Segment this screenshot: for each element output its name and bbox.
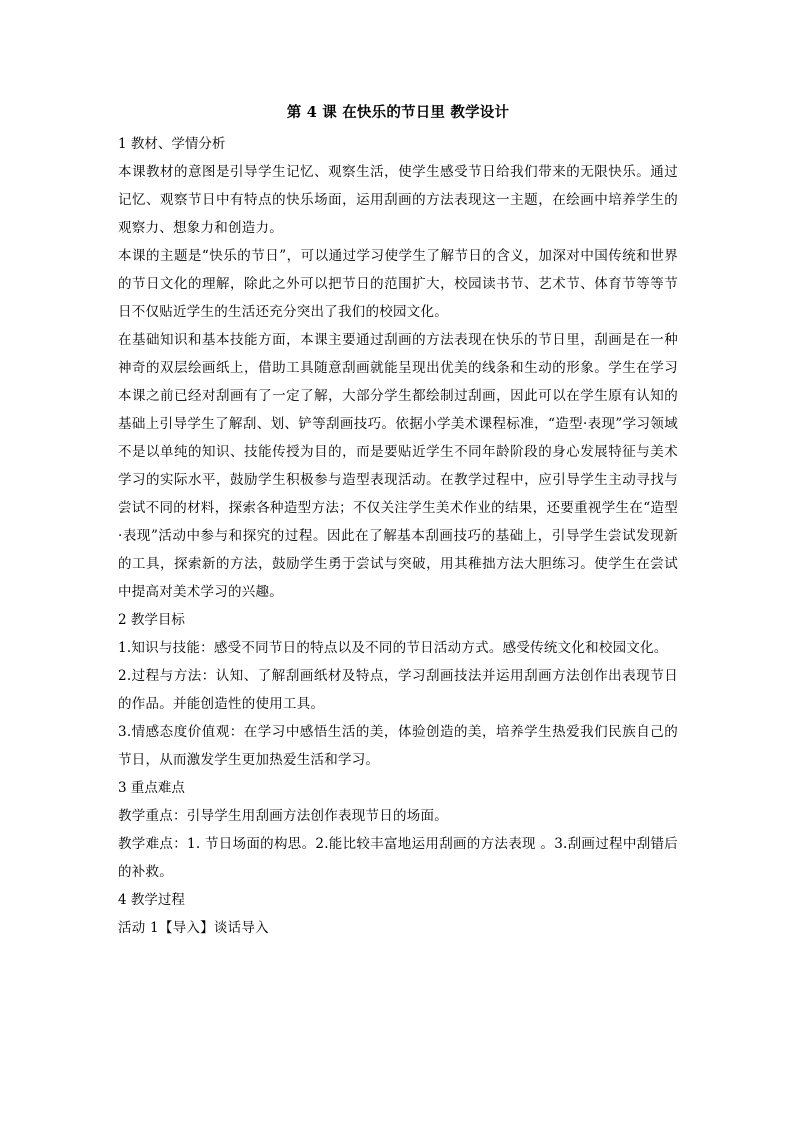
section-materials-analysis [118,130,678,606]
section-heading: 4 教学过程 [118,892,185,908]
section-heading: 3 重点难点 [118,780,185,796]
section-heading: 1 教材、学情分析 [118,136,226,152]
activity-item: 活动 1【导入】谈话导入 [118,920,269,936]
difficult-point: 教学难点：1. 节日场面的构思。2.能比较丰富地运用刮画的方法表现 。3.刮画过程中刮错后的补救。 [118,836,678,880]
section-teaching-process [118,886,678,942]
document-page [118,100,678,942]
document-title: 第 4 课 在快乐的节日里 教学设计 [286,104,510,121]
paragraph: 本课的主题是“快乐的节日”，可以通过学习使学生了解节日的含义，加深对中国传统和世界的节日文化的理解，除此之外可以把节日的范围扩大，校园读书节、艺术节、体育节等等节日不仅贴近学生的生活还充分突出了我们的校园文化。 [118,248,678,320]
section-teaching-objectives [118,606,678,774]
objective-item: 3.情感态度价值观：在学习中感悟生活的美，体验创造的美，培养学生热爱我们民族自己的节日，从而激发学生更加热爱生活和学习。 [118,724,678,768]
paragraph: 在基础知识和基本技能方面，本课主要通过刮画的方法表现在快乐的节日里，刮画是在一种神奇的双层绘画纸上，借助工具随意刮画就能呈现出优美的线条和生动的形象。学生在学习本课之前已经对刮画有了一定了解，大部分学生都绘制过刮画，因此可以在学生原有认知的基础上引导学生了解刮、划、铲等刮画技巧。依据小学美术课程标准，“造型·表现”学习领域不是以单纯的知识、技能传授为目的，而是要贴近学生不同年龄阶段的身心发展特征与美术学习的实际水平，鼓励学生积极参与造型表现活动。在教学过程中，应引导学生主动寻找与尝试不同的材料，探索各种造型方法；不仅关注学生美术作业的结果，还要重视学生在“造型·表现”活动中参与和探究的过程。因此在了解基本刮画技巧的基础上，引导学生尝试发现新的工具，探索新的方法，鼓励学生勇于尝试与突破，用其稚拙方法大胆练习。使学生在尝试中提高对美术学习的兴趣。 [118,332,678,600]
section-key-points [118,774,678,886]
objective-item: 2.过程与方法：认知、了解刮画纸材及特点，学习刮画技法并运用刮画方法创作出表现节日的作品。并能创造性的使用工具。 [118,668,678,712]
key-point: 教学重点：引导学生用刮画方法创作表现节日的场面。 [118,808,448,824]
paragraph: 本课教材的意图是引导学生记忆、观察生活，使学生感受节日给我们带来的无限快乐。通过记忆、观察节日中有特点的快乐场面，运用刮画的方法表现这一主题，在绘画中培养学生的观察力、想象力和创造力。 [118,164,678,236]
objective-item: 1.知识与技能：感受不同节日的特点以及不同的节日活动方式。感受传统文化和校园文化。 [118,640,668,656]
section-heading: 2 教学目标 [118,612,185,628]
